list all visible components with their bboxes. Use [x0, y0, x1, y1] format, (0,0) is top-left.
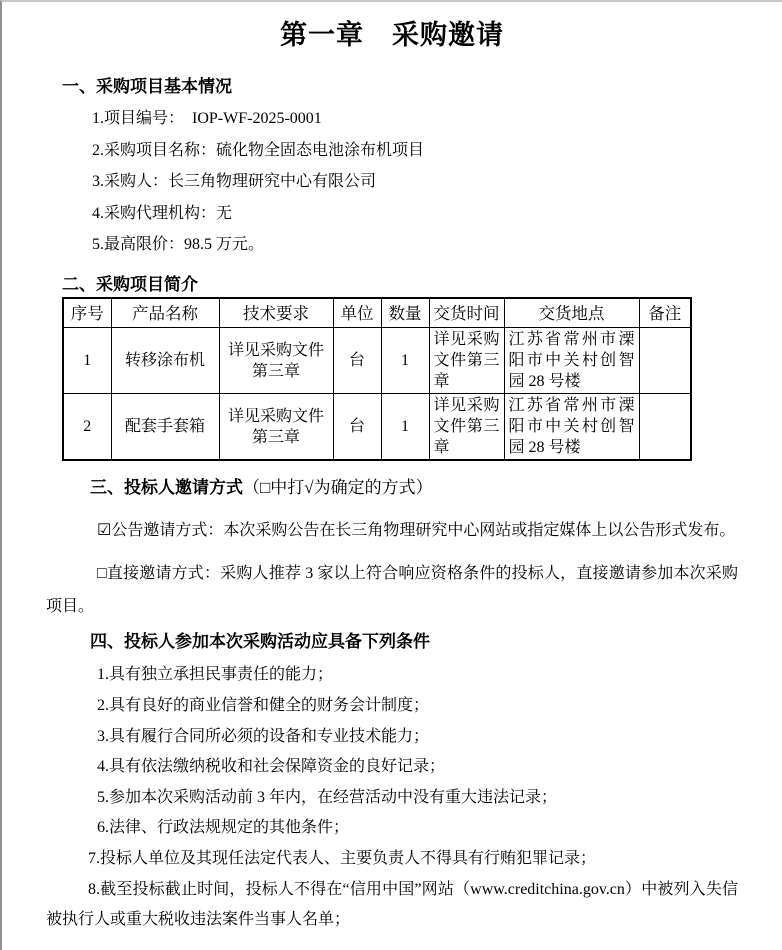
- unchecked-checkbox-icon: □: [97, 565, 107, 583]
- cell-tech: 详见采购文件第三章: [219, 328, 333, 394]
- cell-product: 转移涂布机: [111, 328, 219, 394]
- table-row: [63, 394, 691, 461]
- cell-qty: 1: [381, 328, 429, 394]
- checked-checkbox-icon: ☑: [97, 522, 112, 540]
- invitation-heading-text: 三、投标人邀请方式: [90, 478, 243, 498]
- section-conditions-heading: 四、投标人参加本次采购活动应具备下列条件: [90, 632, 430, 652]
- cell-remark: [639, 394, 691, 461]
- cell-delivery-time: 详见采购文件第三章: [429, 328, 504, 394]
- basic-item-max-price: 5.最高限价：98.5 万元。: [92, 236, 265, 254]
- col-header-no: 序号: [63, 298, 111, 328]
- conditions-list: [2, 660, 782, 935]
- condition-item: 7.投标人单位及其现任法定代表人、主要负责人不得具有行贿犯罪记录；: [88, 850, 597, 868]
- basic-item-project-name: 2.采购项目名称：硫化物全固态电池涂布机项目: [92, 141, 425, 159]
- cell-no: 2: [63, 394, 111, 461]
- cell-product: 配套手套箱: [111, 394, 219, 461]
- section-invitation-heading: [90, 478, 782, 498]
- cell-remark: [639, 328, 691, 394]
- col-header-remark: 备注: [639, 298, 691, 328]
- product-table: [62, 297, 692, 462]
- basic-item-project-number: 1.项目编号： IOP-WF-2025-0001: [92, 110, 322, 127]
- col-header-tech: 技术要求: [219, 298, 333, 328]
- direct-invitation-text: 直接邀请方式：采购人推荐 3 家以上符合响应资格条件的投标人，直接邀请参加本次采购项目。: [46, 565, 738, 616]
- page-title: 第一章 采购邀请: [280, 20, 504, 50]
- basic-info-list: [2, 103, 782, 261]
- basic-item-purchaser: 3.采购人：长三角物理研究中心有限公司: [92, 173, 377, 191]
- direct-invitation-paragraph: [46, 557, 738, 623]
- cell-unit: 台: [333, 328, 381, 394]
- condition-item: 2.具有良好的商业信誉和健全的财务会计制度；: [97, 697, 430, 715]
- cell-delivery-place: 江苏省常州市溧阳市中关村创智园 28 号楼: [504, 328, 639, 394]
- basic-item-agency: 4.采购代理机构：无: [92, 204, 233, 222]
- announce-invitation-paragraph: [46, 514, 738, 547]
- section-basic-heading: 一、采购项目基本情况: [62, 77, 232, 96]
- condition-item: 3.具有履行合同所必须的设备和专业技术能力；: [97, 727, 430, 745]
- cell-unit: 台: [333, 394, 381, 461]
- cell-delivery-place: 江苏省常州市溧阳市中关村创智园 28 号楼: [504, 394, 639, 461]
- cell-tech: 详见采购文件第三章: [219, 394, 333, 461]
- condition-item: 4.具有依法缴纳税收和社会保障资金的良好记录；: [97, 758, 446, 776]
- cell-delivery-time: 详见采购文件第三章: [429, 394, 504, 461]
- condition-item: 8.截至投标截止时间，投标人不得在“信用中国”网站（www.creditchina.gov.cn）中被列入失信被执行人或重大税收违法案件当事人名单；: [46, 880, 738, 929]
- table-row: [63, 328, 691, 394]
- condition-item: 5.参加本次采购活动前 3 年内，在经营活动中没有重大违法记录；: [97, 788, 558, 806]
- col-header-delivery-place: 交货地点: [504, 298, 639, 328]
- col-header-delivery-time: 交货时间: [429, 298, 504, 328]
- cell-no: 1: [63, 328, 111, 394]
- table-header-row: [63, 298, 691, 328]
- invitation-heading-note: （□中打√为确定的方式）: [243, 478, 433, 498]
- condition-item: 6.法律、行政法规规定的其他条件；: [97, 819, 350, 837]
- condition-item: 1.具有独立承担民事责任的能力；: [97, 666, 334, 684]
- section-intro-heading: 二、采购项目简介: [62, 274, 198, 294]
- announce-invitation-text: 公告邀请方式：本次采购公告在长三角物理研究中心网站或指定媒体上以公告形式发布。: [111, 522, 736, 540]
- col-header-product: 产品名称: [111, 298, 219, 328]
- col-header-unit: 单位: [333, 298, 381, 328]
- cell-qty: 1: [381, 394, 429, 461]
- col-header-qty: 数量: [381, 298, 429, 328]
